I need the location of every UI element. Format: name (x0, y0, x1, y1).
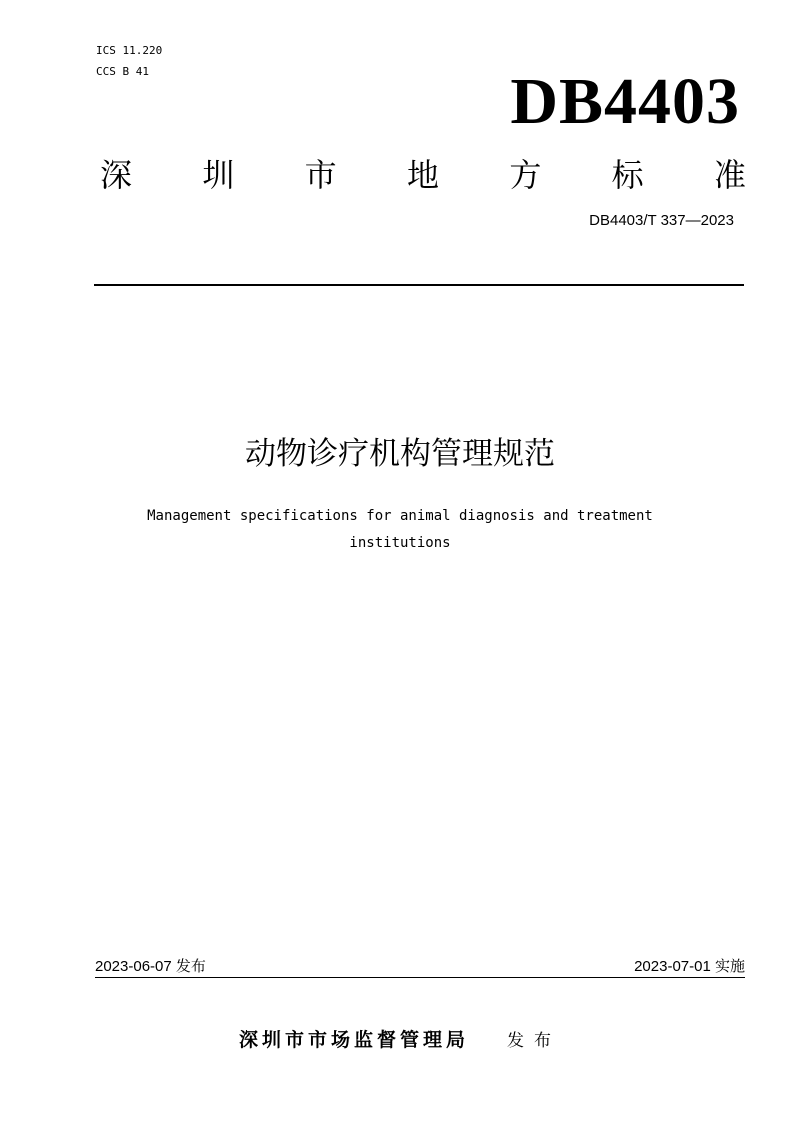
header-divider (94, 284, 744, 286)
ics-code: ICS 11.220 (96, 44, 163, 57)
document-title-english (100, 503, 700, 557)
standard-type-char: 圳 (202, 156, 235, 194)
standard-type-char: 市 (304, 156, 337, 194)
footer-divider (95, 977, 745, 978)
standard-mark: DB4403 (510, 65, 740, 138)
issue-date: 2023-06-07 发布 (95, 958, 206, 975)
english-title-line: Management specifications for animal diagnosis and treatment (147, 508, 653, 524)
standard-type-banner (100, 150, 746, 200)
standard-type-char: 地 (406, 156, 439, 194)
classification-codes (96, 40, 162, 82)
ccs-code: CCS B 41 (96, 65, 149, 78)
standard-number: DB4403/T 337—2023 (589, 212, 734, 229)
publisher-name: 深圳市市场监督管理局 (238, 1029, 469, 1051)
standard-type-char: 标 (611, 156, 644, 194)
publish-action: 发布 (507, 1031, 561, 1051)
standard-type-char: 准 (713, 156, 746, 194)
publisher-line (0, 1024, 800, 1057)
standard-type-char: 深 (100, 156, 133, 194)
standard-type-char: 方 (509, 156, 542, 194)
implementation-date: 2023-07-01 实施 (634, 958, 745, 975)
english-title-line: institutions (349, 535, 451, 551)
document-title-chinese: 动物诊疗机构管理规范 (245, 436, 555, 472)
